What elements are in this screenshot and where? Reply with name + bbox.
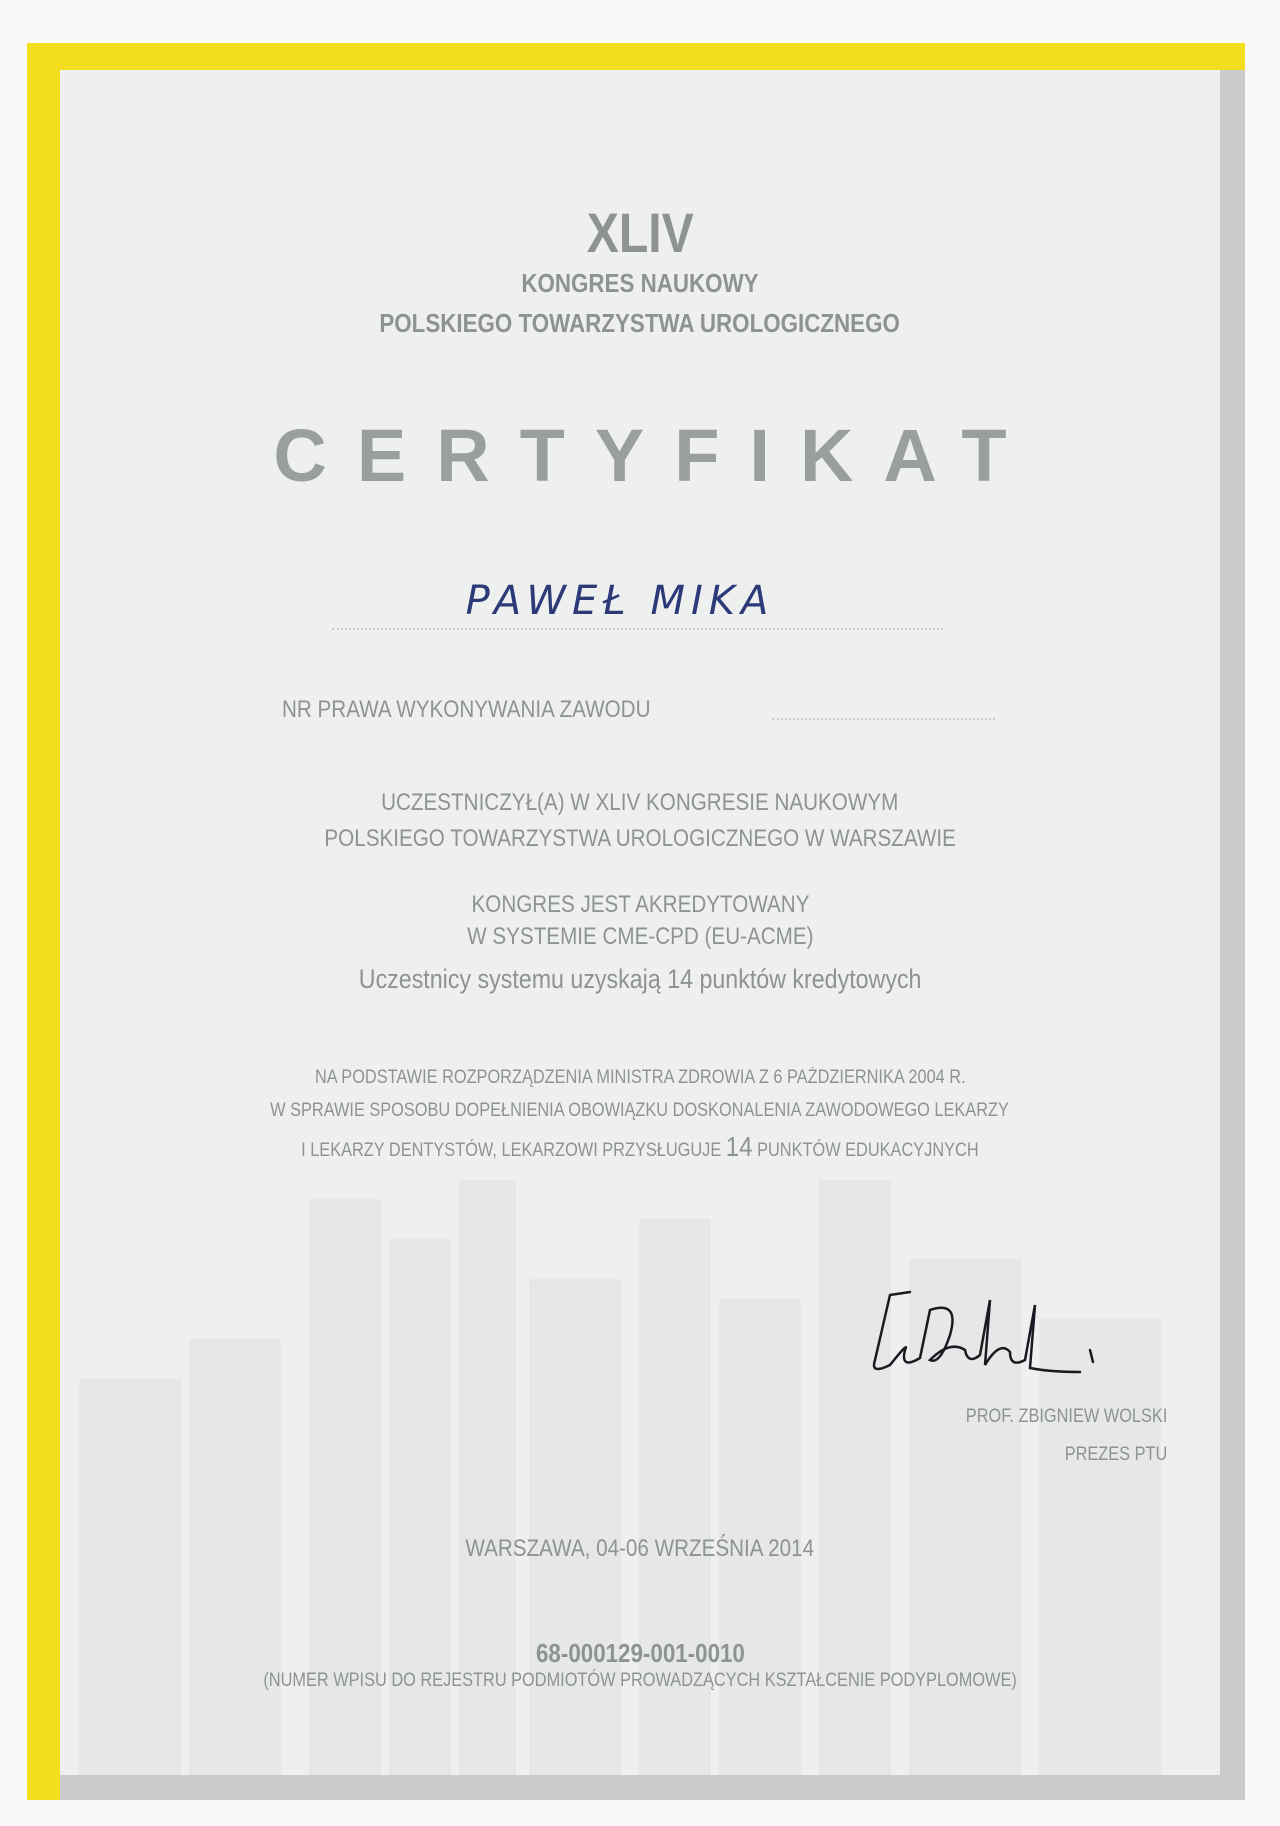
signatory-role: PREZES PTU [1064, 1444, 1167, 1465]
recipient-name-handwritten: PAWEŁ MIKA [465, 578, 775, 624]
regulation-line3-suffix: PUNKTÓW EDUKACYJNYCH [757, 1140, 979, 1161]
congress-number: XLIV [586, 201, 694, 264]
accreditation-credit-points: Uczestnicy systemu uzyskają 14 punktów kredytowych [358, 964, 922, 994]
place-and-date: WARSZAWA, 04-06 WRZEŚNIA 2014 [465, 1535, 815, 1562]
accreditation-line2: W SYSTEMIE CME-CPD (EU-ACME) [466, 923, 814, 950]
registry-number: 68-000129-001-0010 [535, 1638, 745, 1668]
name-dotted-line [332, 628, 943, 630]
education-points: 14 [725, 1131, 753, 1162]
registry-caption: (NUMER WPISU DO REJESTRU PODMIOTÓW PROWADZĄCYCH KSZTAŁCENIE PODYPLOMOWE) [263, 1670, 1017, 1691]
regulation-line1: NA PODSTAWIE ROZPORZĄDZENIA MINISTRA ZDROWIA Z 6 PAŹDZIERNIKA 2004 R. [314, 1067, 966, 1088]
accreditation-line1: KONGRES JEST AKREDYTOWANY [471, 891, 809, 918]
congress-title-line1: KONGRES NAUKOWY [521, 268, 759, 298]
certificate-title: CERTYFIKAT [273, 414, 1037, 497]
regulation-line2: W SPRAWIE SPOSOBU DOPEŁNIENIA OBOWIĄZKU DOSKONALENIA ZAWODOWEGO LEKARZY [270, 1100, 1010, 1121]
participation-line2: POLSKIEGO TOWARZYSTWA UROLOGICZNEGO W WARSZAWIE [324, 825, 956, 852]
signatory-name: PROF. ZBIGNIEW WOLSKI [965, 1406, 1167, 1427]
signature [850, 1280, 1100, 1390]
license-number-dotted-line [772, 718, 995, 720]
license-number-label: NR PRAWA WYKONYWANIA ZAWODU [282, 696, 651, 723]
regulation-line3 [0, 1131, 1280, 1163]
participation-line1: UCZESTNICZYŁ(A) W XLIV KONGRESIE NAUKOWYM [381, 789, 899, 816]
congress-title-line2: POLSKIEGO TOWARZYSTWA UROLOGICZNEGO [379, 308, 901, 338]
regulation-line3-prefix: I LEKARZY DENTYSTÓW, LEKARZOWI PRZYSŁUGUJE [301, 1140, 722, 1161]
